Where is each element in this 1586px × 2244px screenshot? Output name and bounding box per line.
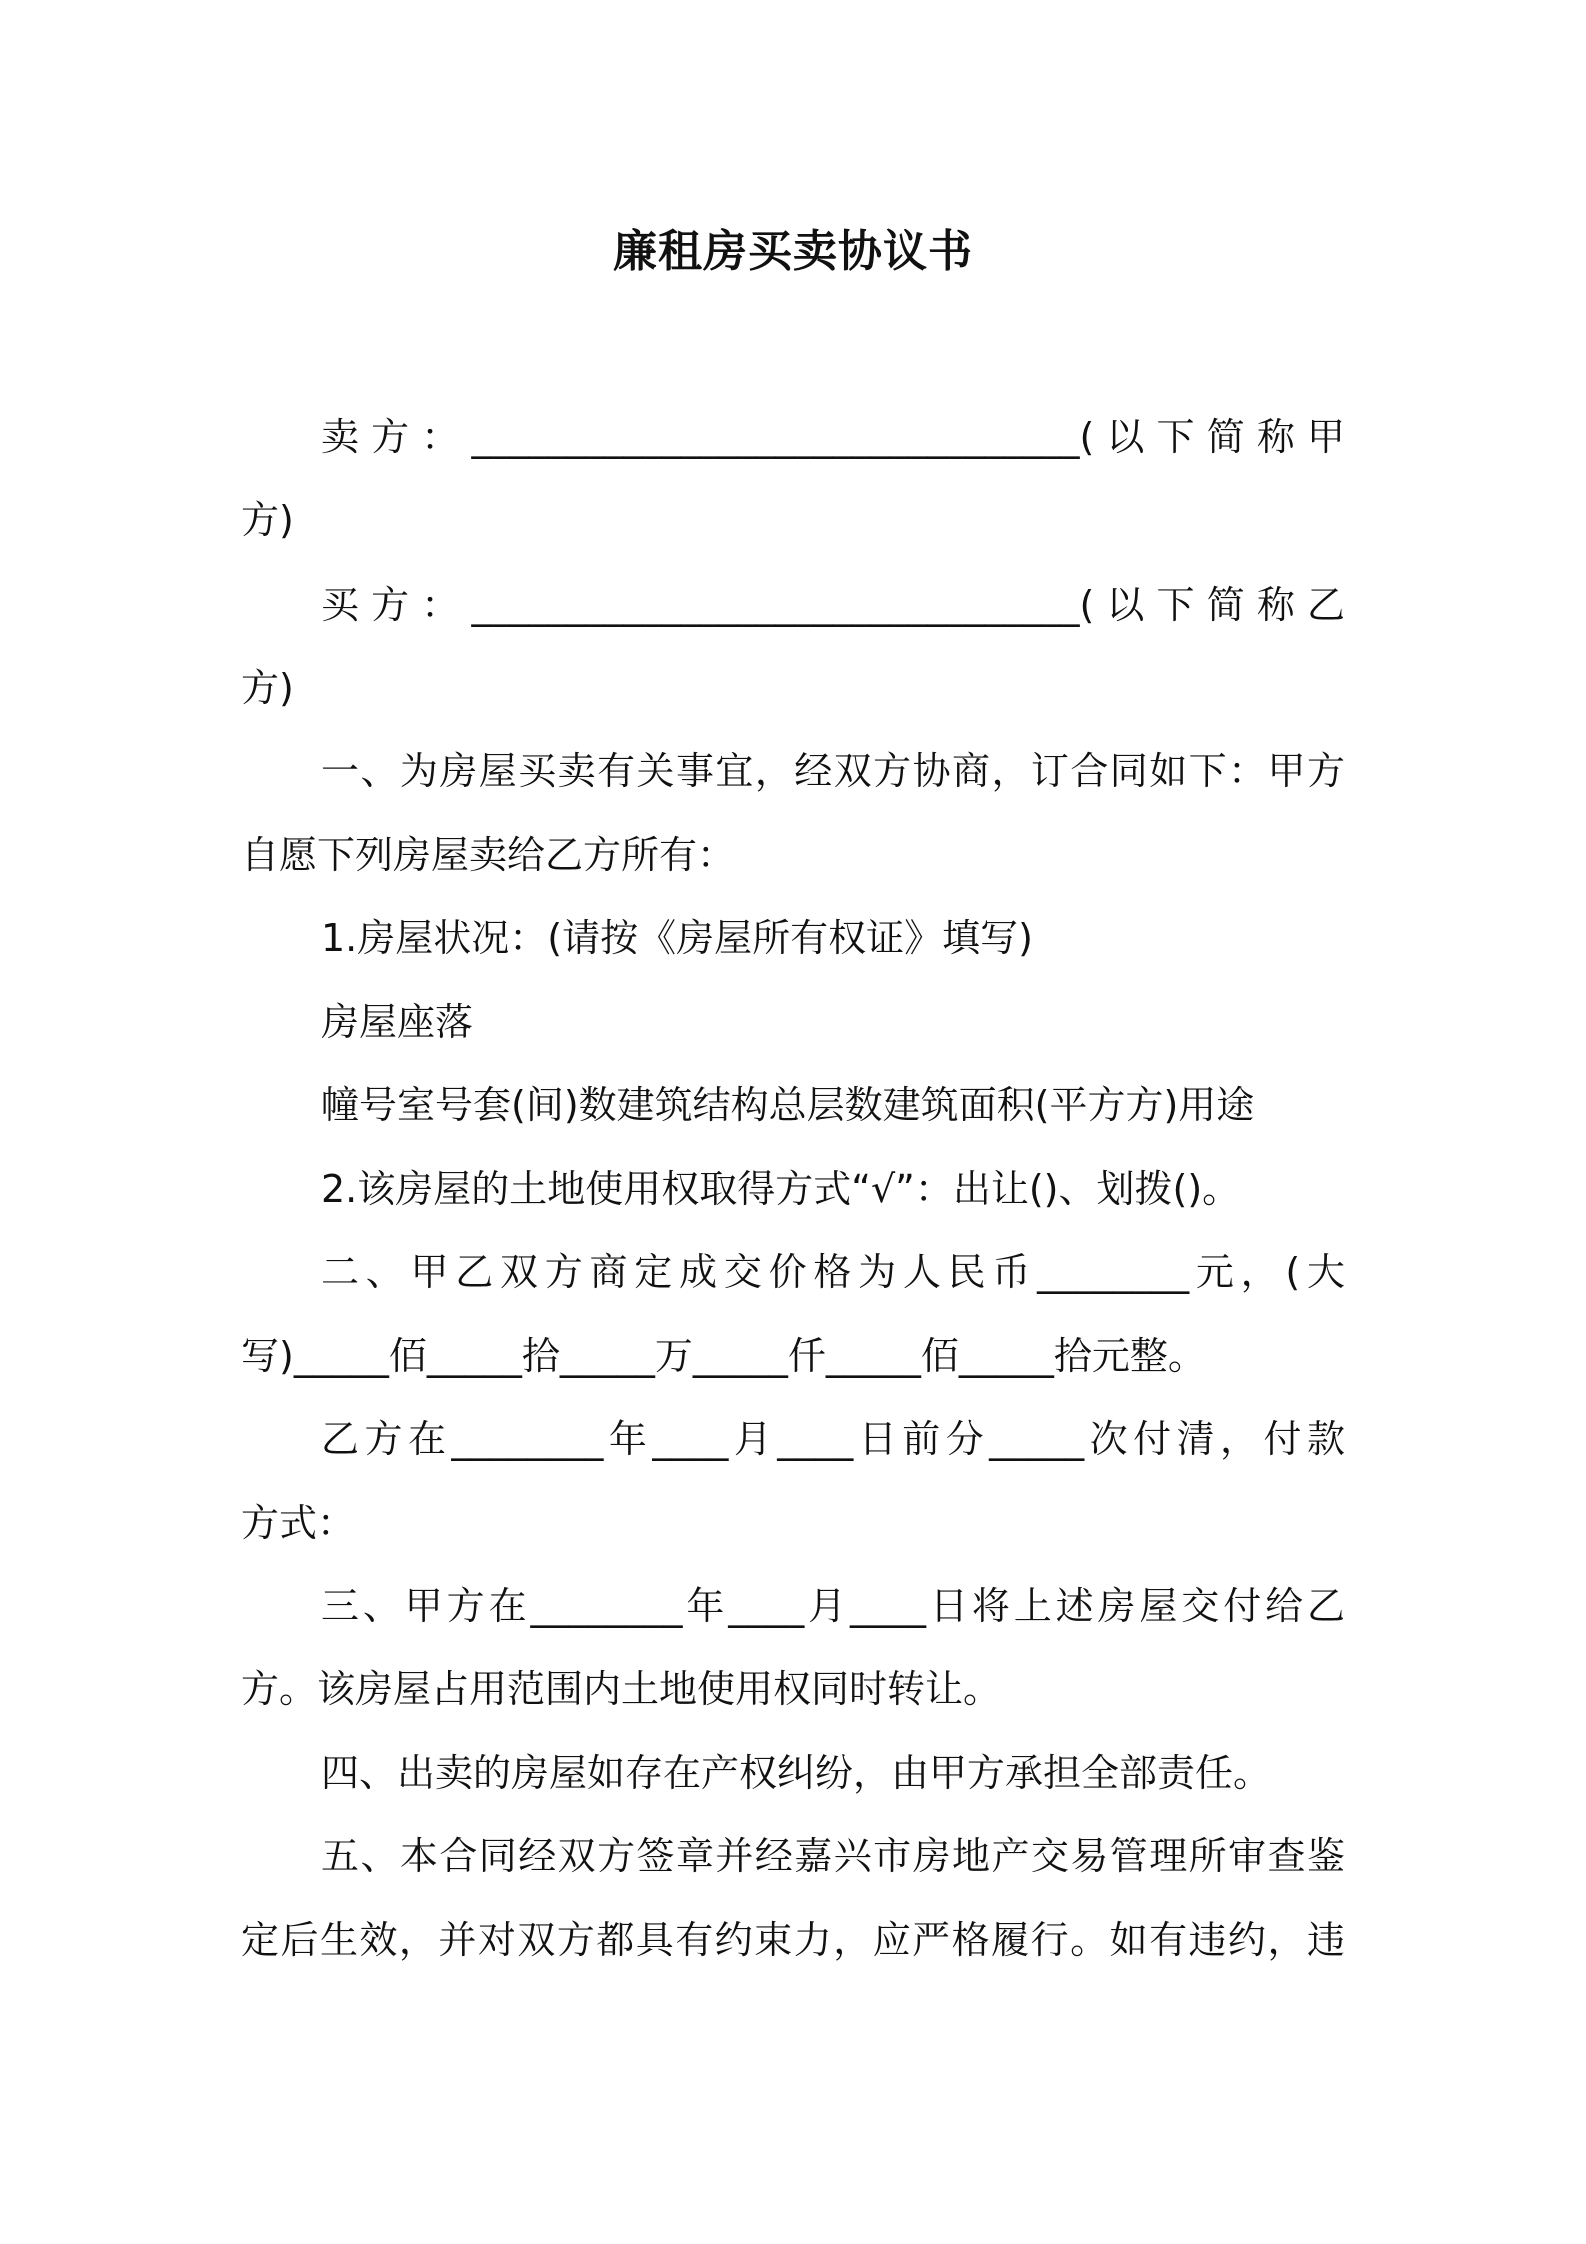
document-title: 廉租房买卖协议书 (613, 226, 973, 277)
clause-3-line-2: 方。该房屋占用范围内土地使用权同时转让。 (241, 1667, 1002, 1711)
clause-2-line-2: 写)_____佰_____拾_____万_____仟_____佰_____拾元整。 (241, 1334, 1206, 1378)
buyer-line-cont: 方) (241, 666, 294, 710)
clause-5-line-2: 定后生效，并对双方都具有约束力，应严格履行。如有违约，违 (241, 1918, 1345, 1962)
clause-4-line: 四、出卖的房屋如存在产权纠纷，由甲方承担全部责任。 (321, 1751, 1272, 1795)
house-status-line: 1.房屋状况：(请按《房屋所有权证》填写) (321, 916, 1033, 960)
clause-1-line-1: 一、为房屋买卖有关事宜，经双方协商，订合同如下：甲方 (321, 749, 1345, 793)
clause-2-line-1: 二、甲乙双方商定成交价格为人民币________元，(大 (321, 1250, 1345, 1294)
seller-line: 卖方：________________________________(以下简称甲 (321, 415, 1345, 459)
land-use-line: 2.该房屋的土地使用权取得方式“√”：出让()、划拨()。 (321, 1167, 1241, 1211)
clause-1-line-2: 自愿下列房屋卖给乙方所有： (241, 833, 736, 877)
house-location-line: 房屋座落 (321, 1000, 474, 1044)
clause-3-line-1: 三、甲方在________年____月____日将上述房屋交付给乙 (321, 1584, 1345, 1628)
seller-line-cont: 方) (241, 498, 294, 542)
payment-line-1: 乙方在________年____月____日前分_____次付清，付款 (321, 1417, 1345, 1461)
house-fields-line: 幢号室号套(间)数建筑结构总层数建筑面积(平方方)用途 (321, 1083, 1255, 1127)
clause-5-line-1: 五、本合同经双方签章并经嘉兴市房地产交易管理所审查鉴 (321, 1834, 1345, 1878)
payment-line-2: 方式： (241, 1501, 356, 1545)
buyer-line: 买方：________________________________(以下简称乙 (321, 583, 1345, 627)
